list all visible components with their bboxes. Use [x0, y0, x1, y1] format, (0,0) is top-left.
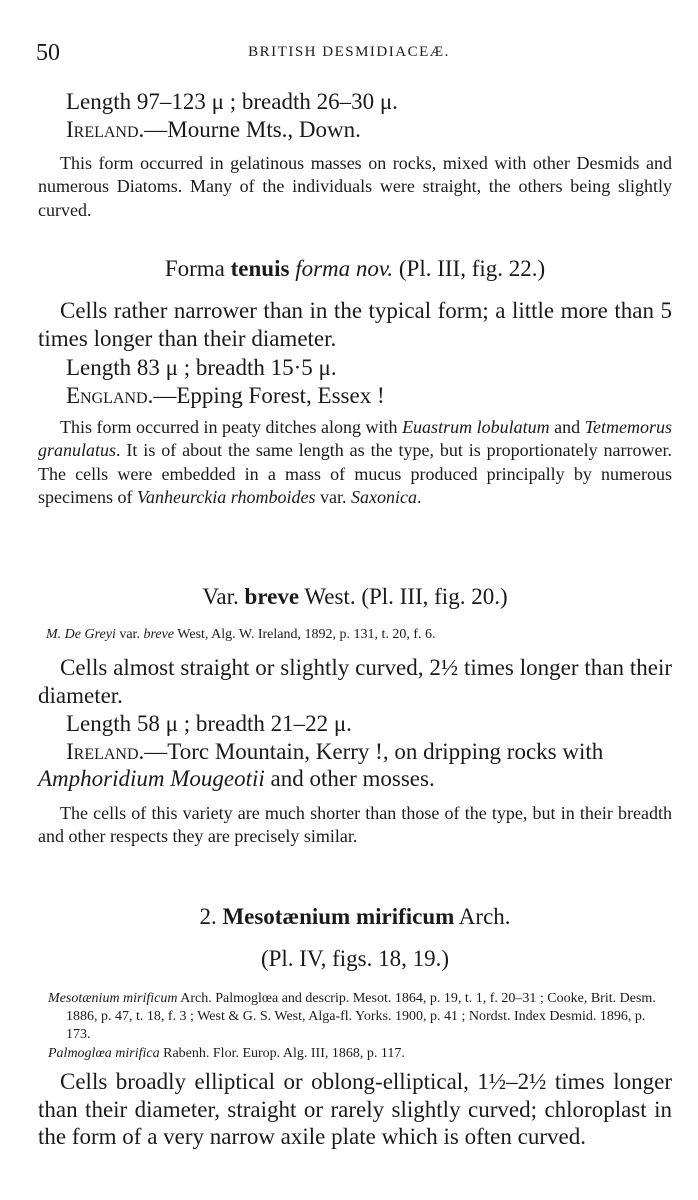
heading-plate: (Pl. III, fig. 20.)	[355, 584, 508, 609]
var-breve-heading	[38, 584, 672, 610]
note-text: and	[549, 417, 585, 437]
synonym-ref: Arch. Palmoglœa and descrip. Mesot. 1864, p. 19, t. 1, f. 20–31 ; Cooke, Brit. Desm. 1886, p. 47, t. 18, f. 3 ; West & G. S. West, Alga-fl. Yorks. 1900, p. 41 ; Nordst. Index Desmid. 1896, p. 173.	[66, 991, 656, 1043]
heading-author: West.	[299, 584, 356, 609]
note-text: var.	[315, 487, 351, 508]
locality-region: Ireland	[66, 116, 139, 142]
species-plate: (Pl. IV, figs. 18, 19.)	[260, 946, 450, 971]
measurement-block-1	[38, 88, 672, 143]
page-header	[36, 30, 662, 70]
species-synonymy	[38, 990, 672, 1063]
heading-prefix: Var.	[202, 584, 245, 609]
forma-tenuis-heading	[38, 256, 672, 282]
heading-name: tenuis	[230, 256, 290, 281]
note-text: .	[416, 487, 422, 508]
forma-tenuis-description: Cells rather narrower than in the typical form; a little more than 5 times longer than their diameter.	[38, 298, 672, 351]
locality-text: .—Torc Mountain, Kerry !, on dripping rocks with	[138, 738, 604, 764]
forma-tenuis-measurements	[38, 354, 672, 409]
var-breve-synonymy	[38, 626, 672, 644]
species-author: Arch.	[454, 904, 511, 929]
measurement-line: Length 58 μ ; breadth 21–22 μ.	[66, 711, 352, 736]
locality-text: .—Mourne Mts., Down.	[138, 116, 361, 142]
species-name: Mesotænium mirificum	[222, 904, 455, 929]
note-text: This form occurred in peaty ditches along with	[60, 417, 403, 437]
measurement-line: Length 97–123 μ ; breadth 26–30 μ.	[66, 89, 398, 114]
taxon-name: Euastrum lobulatum	[402, 417, 550, 437]
synonym-entry	[38, 990, 672, 1045]
var-breve-note: The cells of this variety are much shorter than those of the type, but in their breadth and other respects they are precisely similar.	[38, 803, 672, 847]
var-breve-description: Cells almost straight or slightly curved, 2½ times longer than their diameter.	[38, 655, 672, 708]
forma-tenuis-note	[38, 416, 672, 510]
measurement-line: Length 83 μ ; breadth 15·5 μ.	[66, 355, 337, 380]
synonym-var-name: breve	[143, 627, 175, 642]
locality-line	[38, 382, 672, 410]
page-number: 50	[36, 40, 60, 66]
running-head: BRITISH DESMIDIACEÆ.	[248, 44, 450, 60]
taxon-name: Tetmemorus granulatus	[38, 417, 672, 461]
synonym-ref: Rabenh. Flor. Europ. Alg. III, 1868, p. 117.	[159, 1045, 405, 1061]
note-paragraph-1: This form occurred in gelatinous masses on rocks, mixed with other Desmids and numerous Diatoms. Many of the individuals were straight, the others being slightly curved.	[38, 153, 672, 220]
heading-forma: forma nov.	[289, 256, 394, 281]
species-heading	[38, 904, 672, 930]
taxon-name: Saxonica	[350, 487, 417, 508]
heading-prefix: Forma	[164, 256, 231, 281]
synonym-ref: West, Alg. W. Ireland, 1892, p. 131, t. 20, f. 6.	[174, 627, 436, 642]
locality-end: and other mosses.	[264, 766, 435, 792]
locality-region: Ireland	[66, 738, 139, 764]
synonym-var: var.	[115, 627, 144, 642]
synonym-taxon: Mesotænium mirificum	[48, 991, 178, 1006]
taxon-name: Vanheurckia rhomboides	[136, 487, 316, 508]
locality-region: England	[66, 382, 148, 408]
species-number: 2.	[199, 904, 223, 929]
note-text: . It is of about the same length as the type, but is proportionately narrower. The cells were embedded in a mass of mucus produced principally by numerous specimens of	[38, 440, 672, 508]
heading-name: breve	[244, 584, 300, 609]
synonym-entry	[38, 1045, 672, 1063]
var-breve-measurements	[38, 710, 672, 793]
locality-line	[38, 116, 672, 144]
heading-plate: (Pl. III, fig. 22.)	[393, 256, 546, 281]
synonym-taxon: Palmoglœa mirifica	[48, 1045, 160, 1061]
locality-line	[38, 738, 672, 793]
synonym-taxon: M. De Greyi	[46, 627, 116, 642]
locality-text: .—Epping Forest, Essex !	[147, 382, 385, 408]
taxon-name: Amphoridium Mougeotii	[38, 766, 265, 792]
species-description: Cells broadly elliptical or oblong-elliptical, 1½–2½ times longer than their diameter, straight or rarely slightly curved; chloroplast in the form of a very narrow axile plate which is often curved.	[38, 1069, 672, 1150]
